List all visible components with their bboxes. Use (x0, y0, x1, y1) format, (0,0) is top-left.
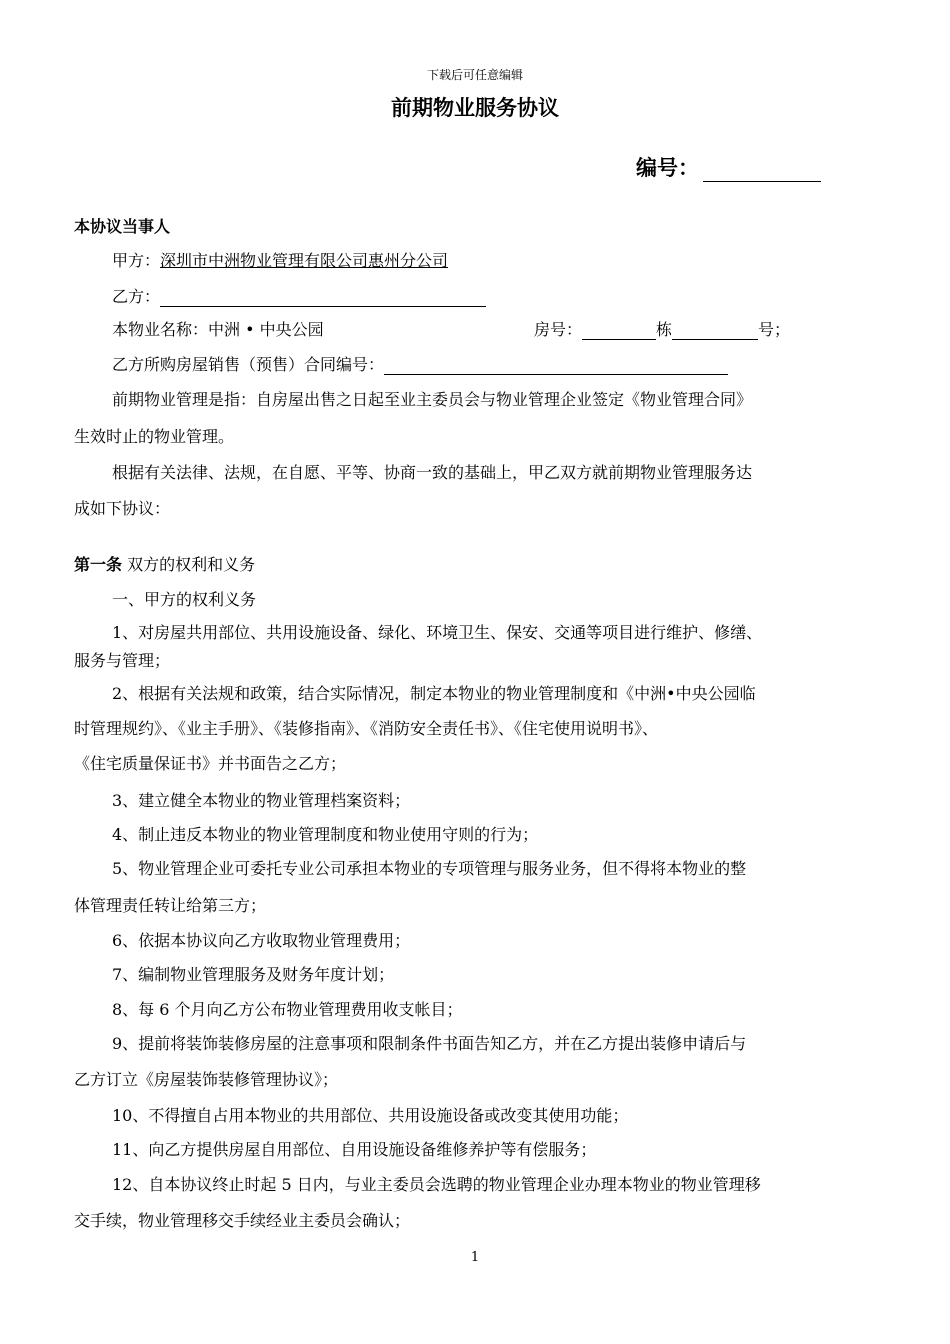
property-name: 本物业名称：中洲 • 中央公园 (112, 320, 324, 339)
article-1-heading-line (74, 552, 255, 575)
clause-9a: 9、提前将装饰装修房屋的注意事项和限制条件书面告知乙方，并在乙方提出装修申请后与 (112, 1034, 747, 1053)
parties-heading: 本协议当事人 (74, 217, 171, 236)
page-number: 1 (470, 1250, 480, 1265)
unit-label: 号； (758, 320, 791, 339)
building-field[interactable] (582, 323, 656, 340)
contract-label: 乙方所购房屋销售（预售）合同编号： (112, 355, 385, 374)
contract-number (636, 152, 821, 182)
header-note: 下载后可任意编辑 (426, 68, 523, 82)
clause-8: 8、每 6 个月向乙方公布物业管理费用收支帐目； (112, 1000, 463, 1019)
basis-line-2: 成如下协议： (74, 499, 171, 518)
clause-2c: 《住宅质量保证书》并书面告之乙方； (74, 754, 347, 773)
article-1-title: 双方的权利和义务 (127, 555, 256, 574)
room-number-line (534, 317, 790, 340)
building-label: 栋 (656, 320, 673, 339)
clause-5b: 体管理责任转让给第三方； (74, 896, 267, 915)
intro-line-2: 生效时止的物业管理。 (74, 427, 235, 446)
clause-2b: 时管理规约》、《业主手册》、《装修指南》、《消防安全责任书》、《住宅使用说明书》、 (74, 719, 659, 738)
party-a-label: 甲方： (112, 251, 161, 270)
contract-line (112, 352, 728, 375)
party-b-field[interactable] (160, 290, 486, 307)
party-b-line (112, 284, 486, 307)
room-label: 房号： (534, 320, 583, 339)
clause-12a: 12、自本协议终止时起 5 日内，与业主委员会选聘的物业管理企业办理本物业的物业管理移 (112, 1175, 761, 1194)
clause-1a: 1、对房屋共用部位、共用设施设备、绿化、环境卫生、保安、交通等项目进行维护、修缮、 (112, 623, 763, 642)
clause-5a: 5、物业管理企业可委托专业公司承担本物业的专项管理与服务业务，但不得将本物业的整 (112, 859, 747, 878)
clause-2a: 2、根据有关法规和政策，结合实际情况，制定本物业的物业管理制度和《中洲•中央公园临 (112, 684, 756, 703)
contract-number-label: 编号： (636, 156, 699, 180)
party-a-line (112, 248, 448, 271)
clause-6: 6、依据本协议向乙方收取物业管理费用； (112, 931, 411, 950)
clause-9b: 乙方订立《房屋装饰装修管理协议》； (74, 1070, 339, 1089)
party-b-label: 乙方： (112, 287, 161, 306)
document-title: 前期物业服务协议 (391, 96, 559, 120)
intro-line-1: 前期物业管理是指：自房屋出售之日起至业主委员会与物业管理企业签定《物业管理合同》 (112, 390, 753, 409)
clause-12b: 交手续，物业管理移交手续经业主委员会确认； (74, 1211, 411, 1230)
clause-1b: 服务与管理； (74, 651, 171, 670)
basis-line-1: 根据有关法律、法规，在自愿、平等、协商一致的基础上，甲乙双方就前期物业管理服务达 (112, 463, 753, 482)
clause-7: 7、编制物业管理服务及财务年度计划； (112, 965, 395, 984)
clause-11: 11、向乙方提供房屋自用部位、自用设施设备维修养护等有偿服务； (112, 1140, 597, 1159)
clause-3: 3、建立健全本物业的物业管理档案资料； (112, 791, 411, 810)
unit-field[interactable] (672, 323, 758, 340)
party-a-value: 深圳市中洲物业管理有限公司惠州分公司 (160, 251, 449, 270)
article-1-number: 第一条 (74, 555, 123, 574)
clause-10: 10、不得擅自占用本物业的共用部位、共用设施设备或改变其使用功能； (112, 1106, 629, 1125)
sales-contract-field[interactable] (384, 358, 728, 375)
subsection-1: 一、甲方的权利义务 (112, 590, 257, 609)
contract-number-field[interactable] (703, 159, 821, 182)
clause-4: 4、制止违反本物业的物业管理制度和物业使用守则的行为； (112, 825, 539, 844)
